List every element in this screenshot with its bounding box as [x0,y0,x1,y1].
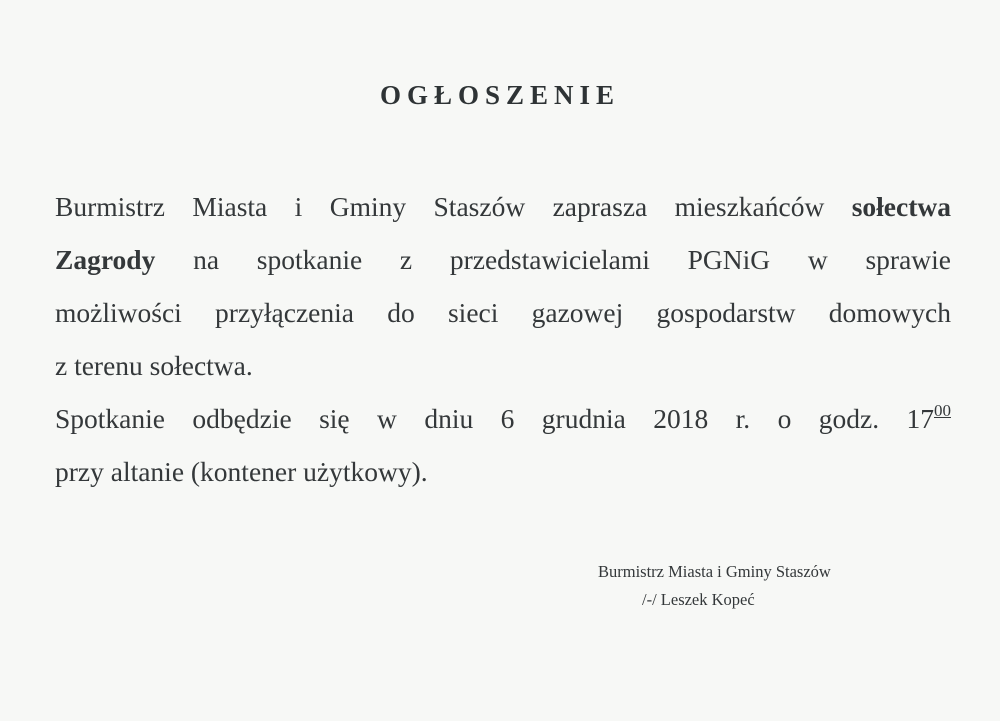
announcement-title: OGŁOSZENIE [379,80,621,110]
signature-name: /-/ Leszek Kopeć [642,590,755,609]
invitation-text-middle: na spotkanie z przedstawicielami PGNiG w sprawie [155,244,951,275]
meeting-date-text: Spotkanie odbędzie się w dniu 6 grudnia 2018 r. o godz. 17 [55,403,934,434]
meeting-details-line-1 [55,392,951,445]
invitation-paragraph [55,180,951,392]
invitation-text-start: Burmistrz Miasta i Gminy Staszów zaprasza mieszkańców [55,191,852,222]
meeting-details-paragraph [55,392,951,498]
village-label: sołectwa [851,191,951,222]
village-name: Zagrody [55,244,156,275]
meeting-time-minutes: 00 [934,401,951,420]
invitation-line-3: możliwości przyłączenia do sieci gazowej gospodarstw domowych [55,297,951,328]
invitation-line-2 [55,233,951,286]
announcement-body [55,180,951,498]
invitation-line-1 [55,180,951,233]
signature-block [598,558,831,614]
invitation-line-4: z terenu sołectwa. [55,350,253,381]
signature-role: Burmistrz Miasta i Gminy Staszów [598,562,831,581]
meeting-location: przy altanie (kontener użytkowy). [55,456,428,487]
